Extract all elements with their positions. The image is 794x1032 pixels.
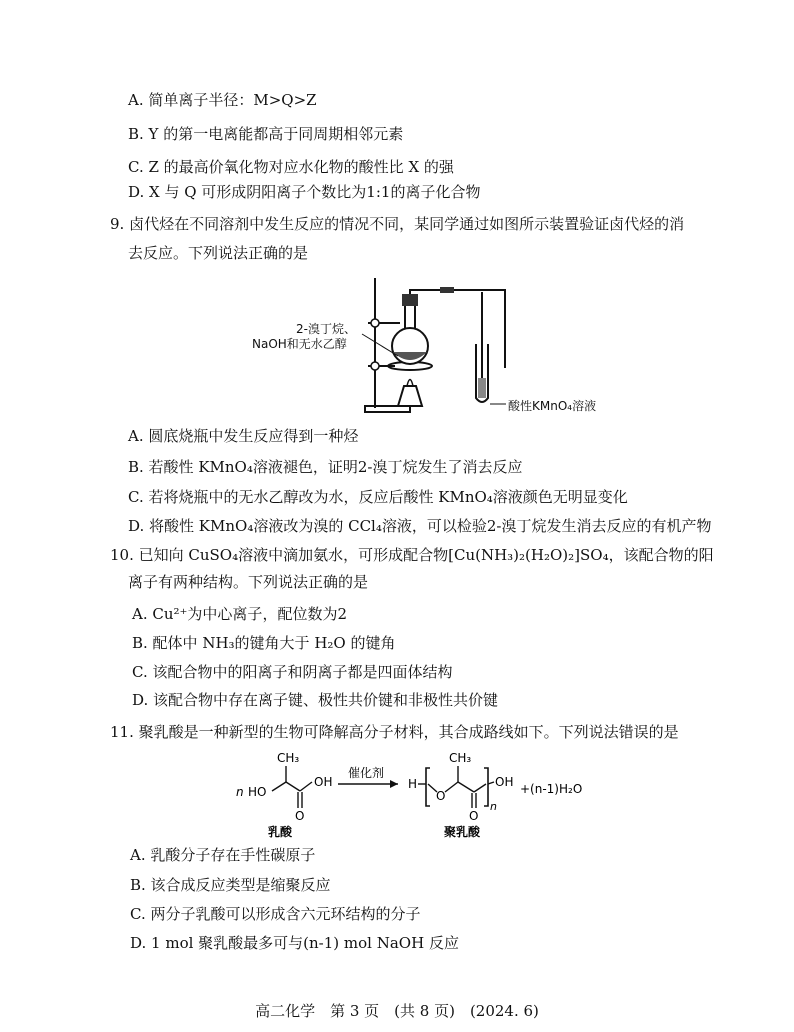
product-ester-o: O: [436, 789, 446, 803]
q9-stem-line1: 9. 卤代烃在不同溶剂中发生反应的情况不同，某同学通过如图所示装置验证卤代烃的消: [110, 215, 685, 233]
product-carbonyl-o: O: [469, 809, 479, 823]
repeat-n: n: [490, 800, 497, 813]
label-lactic-acid: 乳酸: [268, 825, 293, 839]
q11-stem: 11. 聚乳酸是一种新型的生物可降解高分子材料，其合成路线如下。下列说法错误的是: [110, 723, 679, 741]
q9-label-flask-2: NaOH和无水乙醇: [252, 337, 347, 351]
q11-option-d: D. 1 mol 聚乳酸最多可与(n-1) mol NaOH 反应: [130, 934, 459, 952]
q10-option-d: D. 该配合物中存在离子键、极性共价键和非极性共价键: [132, 691, 499, 709]
q10-option-b: B. 配体中 NH₃的键角大于 H₂O 的键角: [132, 634, 396, 652]
q10-stem-line1: 10. 已知向 CuSO₄溶液中滴加氨水，可形成配合物[Cu(NH₃)₂(H₂O)₂]SO₄，该配合物的阳: [110, 546, 714, 564]
reactant-oh: OH: [314, 775, 333, 789]
page-footer: 高二化学 第 3 页 (共 8 页) (2024. 6): [255, 1002, 539, 1020]
product-oh: OH: [495, 775, 514, 789]
q11-option-c: C. 两分子乳酸可以形成含六元环结构的分子: [130, 905, 421, 923]
right-bracket: [484, 768, 488, 806]
q9-option-d: D. 将酸性 KMnO₄溶液改为溴的 CCl₄溶液，可以检验2-溴丁烷发生消去反应的有机产物: [128, 517, 712, 535]
q9-label-test-tube: 酸性KMnO₄溶液: [508, 399, 597, 413]
q9-label-flask-1: 2-溴丁烷、: [296, 322, 356, 336]
left-bracket: [426, 768, 430, 806]
q9-option-a: A. 圆底烧瓶中发生反应得到一种烃: [128, 427, 359, 445]
q11-option-b: B. 该合成反应类型是缩聚反应: [130, 876, 331, 894]
q10-stem-line2: 离子有两种结构。下列说法正确的是: [128, 573, 369, 591]
q8-option-d: D. X 与 Q 可形成阴阳离子个数比为1:1的离子化合物: [128, 183, 481, 201]
q9-option-c: C. 若将烧瓶中的无水乙醇改为水，反应后酸性 KMnO₄溶液颜色无明显变化: [128, 488, 628, 506]
q9-stem-line2: 去反应。下列说法正确的是: [128, 244, 309, 262]
product-h: H: [408, 777, 418, 791]
q10-option-c: C. 该配合物中的阳离子和阴离子都是四面体结构: [132, 663, 453, 681]
reactant-ho: HO: [248, 785, 267, 799]
q11-reaction-scheme: [230, 748, 620, 840]
q10-option-a: A. Cu²⁺为中心离子，配位数为2: [132, 605, 347, 623]
product-ch3: CH₃: [449, 751, 472, 765]
q9-option-b: B. 若酸性 KMnO₄溶液褪色，证明2-溴丁烷发生了消去反应: [128, 458, 523, 476]
alcohol-lamp: [398, 386, 422, 406]
byproduct-water: +(n-1)H₂O: [520, 782, 583, 796]
coef-n: n: [236, 785, 244, 799]
q8-option-c: C. Z 的最高价氧化物对应水化物的酸性比 X 的强: [128, 158, 454, 176]
stopper: [402, 294, 418, 306]
q8-option-a: A. 简单离子半径：M>Q>Z: [128, 91, 317, 109]
label-polylactic-acid: 聚乳酸: [444, 825, 481, 839]
reactant-carbonyl-o: O: [295, 809, 305, 823]
q8-option-b: B. Y 的第一电离能都高于同周期相邻元素: [128, 125, 404, 143]
catalyst-label: 催化剂: [348, 766, 385, 780]
q11-option-a: A. 乳酸分子存在手性碳原子: [130, 846, 316, 864]
reactant-ch3: CH₃: [277, 751, 300, 765]
